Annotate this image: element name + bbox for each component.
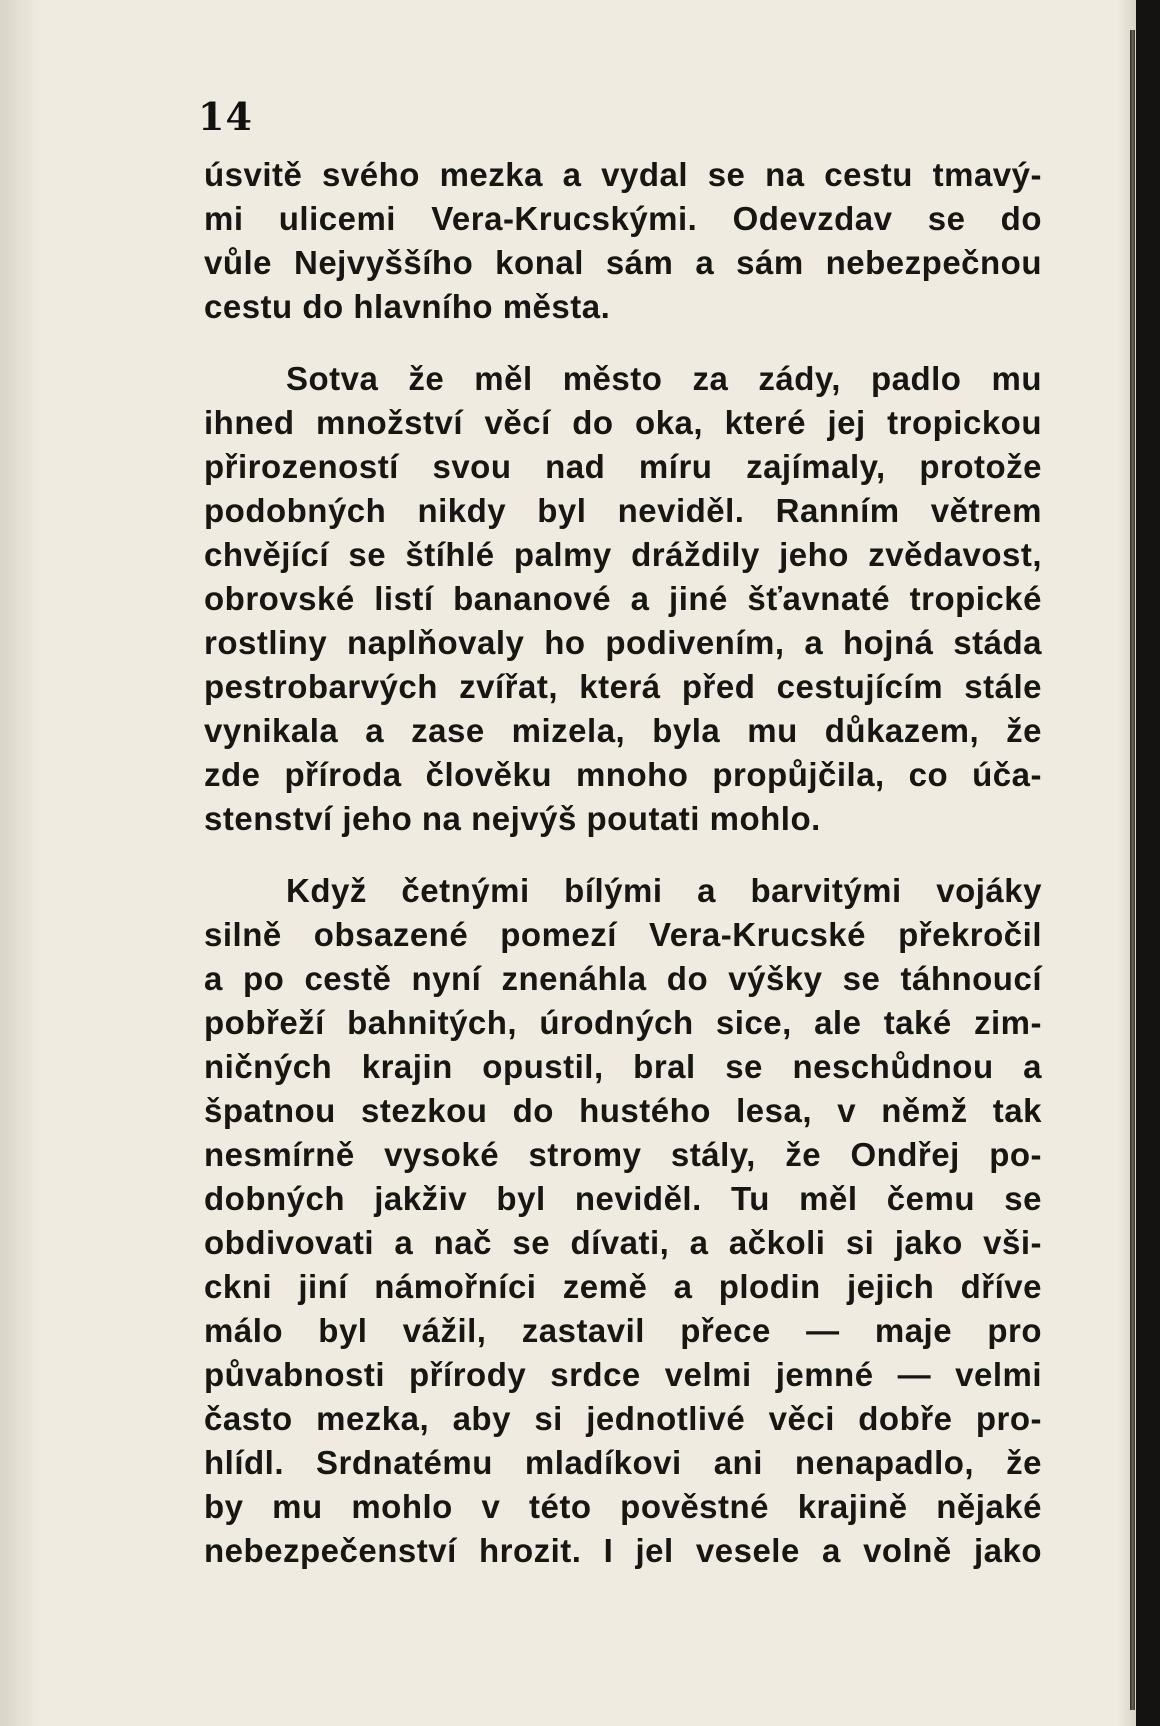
text-line: ničných krajin opustil, bral se neschůdnou a	[204, 1048, 1042, 1085]
text-line: ihned množství věcí do oka, které jej tropickou	[204, 404, 1042, 441]
text-line: silně obsazené pomezí Vera-Krucské překročil	[204, 916, 1042, 953]
body-text	[204, 153, 1042, 1573]
text-line: pobřeží bahnitých, úrodných sice, ale také zim-	[204, 1004, 1042, 1041]
text-line: cestu do hlavního města.	[204, 288, 611, 325]
text-line: Sotva že měl město za zády, padlo mu	[286, 360, 1042, 397]
text-line: dobných jakživ byl neviděl. Tu měl čemu se	[204, 1180, 1042, 1217]
text-line: chvějící se štíhlé palmy dráždily jeho zvědavost,	[204, 536, 1042, 573]
text-line: mi ulicemi Vera-Krucskými. Odevzdav se do	[204, 200, 1042, 237]
text-line: nebezpečenství hrozit. I jel vesele a volně jako	[204, 1532, 1042, 1569]
paragraph-gap	[204, 841, 1042, 869]
text-line: málo byl vážil, zastavil přece — maje pro	[204, 1312, 1042, 1349]
text-line: hlídl. Srdnatému mladíkovi ani nenapadlo, že	[204, 1444, 1042, 1481]
paragraph-1	[204, 153, 1042, 329]
book-spine-edge	[1136, 0, 1160, 1726]
text-line: úsvitě svého mezka a vydal se na cestu tmavý-	[204, 156, 1042, 193]
text-line: ckni jiní námořníci země a plodin jejich dříve	[204, 1268, 1042, 1305]
text-line: a po cestě nyní znenáhla do výšky se táhnoucí	[204, 960, 1042, 997]
paragraph-2	[204, 357, 1042, 841]
text-line: obrovské listí bananové a jiné šťavnaté tropické	[204, 580, 1042, 617]
paragraph-gap	[204, 329, 1042, 357]
text-line: Když četnými bílými a barvitými vojáky	[286, 872, 1042, 909]
text-line: vynikala a zase mizela, byla mu důkazem, že	[204, 712, 1042, 749]
text-line: rostliny naplňovaly ho podivením, a hojná stáda	[204, 624, 1042, 661]
text-line: by mu mohlo v této pověstné krajině nějaké	[204, 1488, 1042, 1525]
page-edge-shadow	[1130, 30, 1135, 1710]
text-line: půvabnosti přírody srdce velmi jemné — velmi	[204, 1356, 1042, 1393]
text-line: podobných nikdy byl neviděl. Ranním větrem	[204, 492, 1042, 529]
text-line: nesmírně vysoké stromy stály, že Ondřej po-	[204, 1136, 1042, 1173]
text-line: pestrobarvých zvířat, která před cestujícím stále	[204, 668, 1042, 705]
text-line: přirozeností svou nad míru zajímaly, protože	[204, 448, 1042, 485]
text-line: obdivovati a nač se dívati, a ačkoli si jako vši-	[204, 1224, 1042, 1261]
paragraph-3	[204, 869, 1042, 1573]
text-line: často mezka, aby si jednotlivé věci dobře pro-	[204, 1400, 1042, 1437]
text-line: zde příroda člověku mnoho propůjčila, co úča-	[204, 756, 1042, 793]
text-line: špatnou stezkou do hustého lesa, v němž tak	[204, 1092, 1042, 1129]
text-line: vůle Nejvyššího konal sám a sám nebezpečnou	[204, 244, 1042, 281]
page-number: 14	[198, 94, 253, 139]
text-line: stenství jeho na nejvýš poutati mohlo.	[204, 800, 821, 837]
